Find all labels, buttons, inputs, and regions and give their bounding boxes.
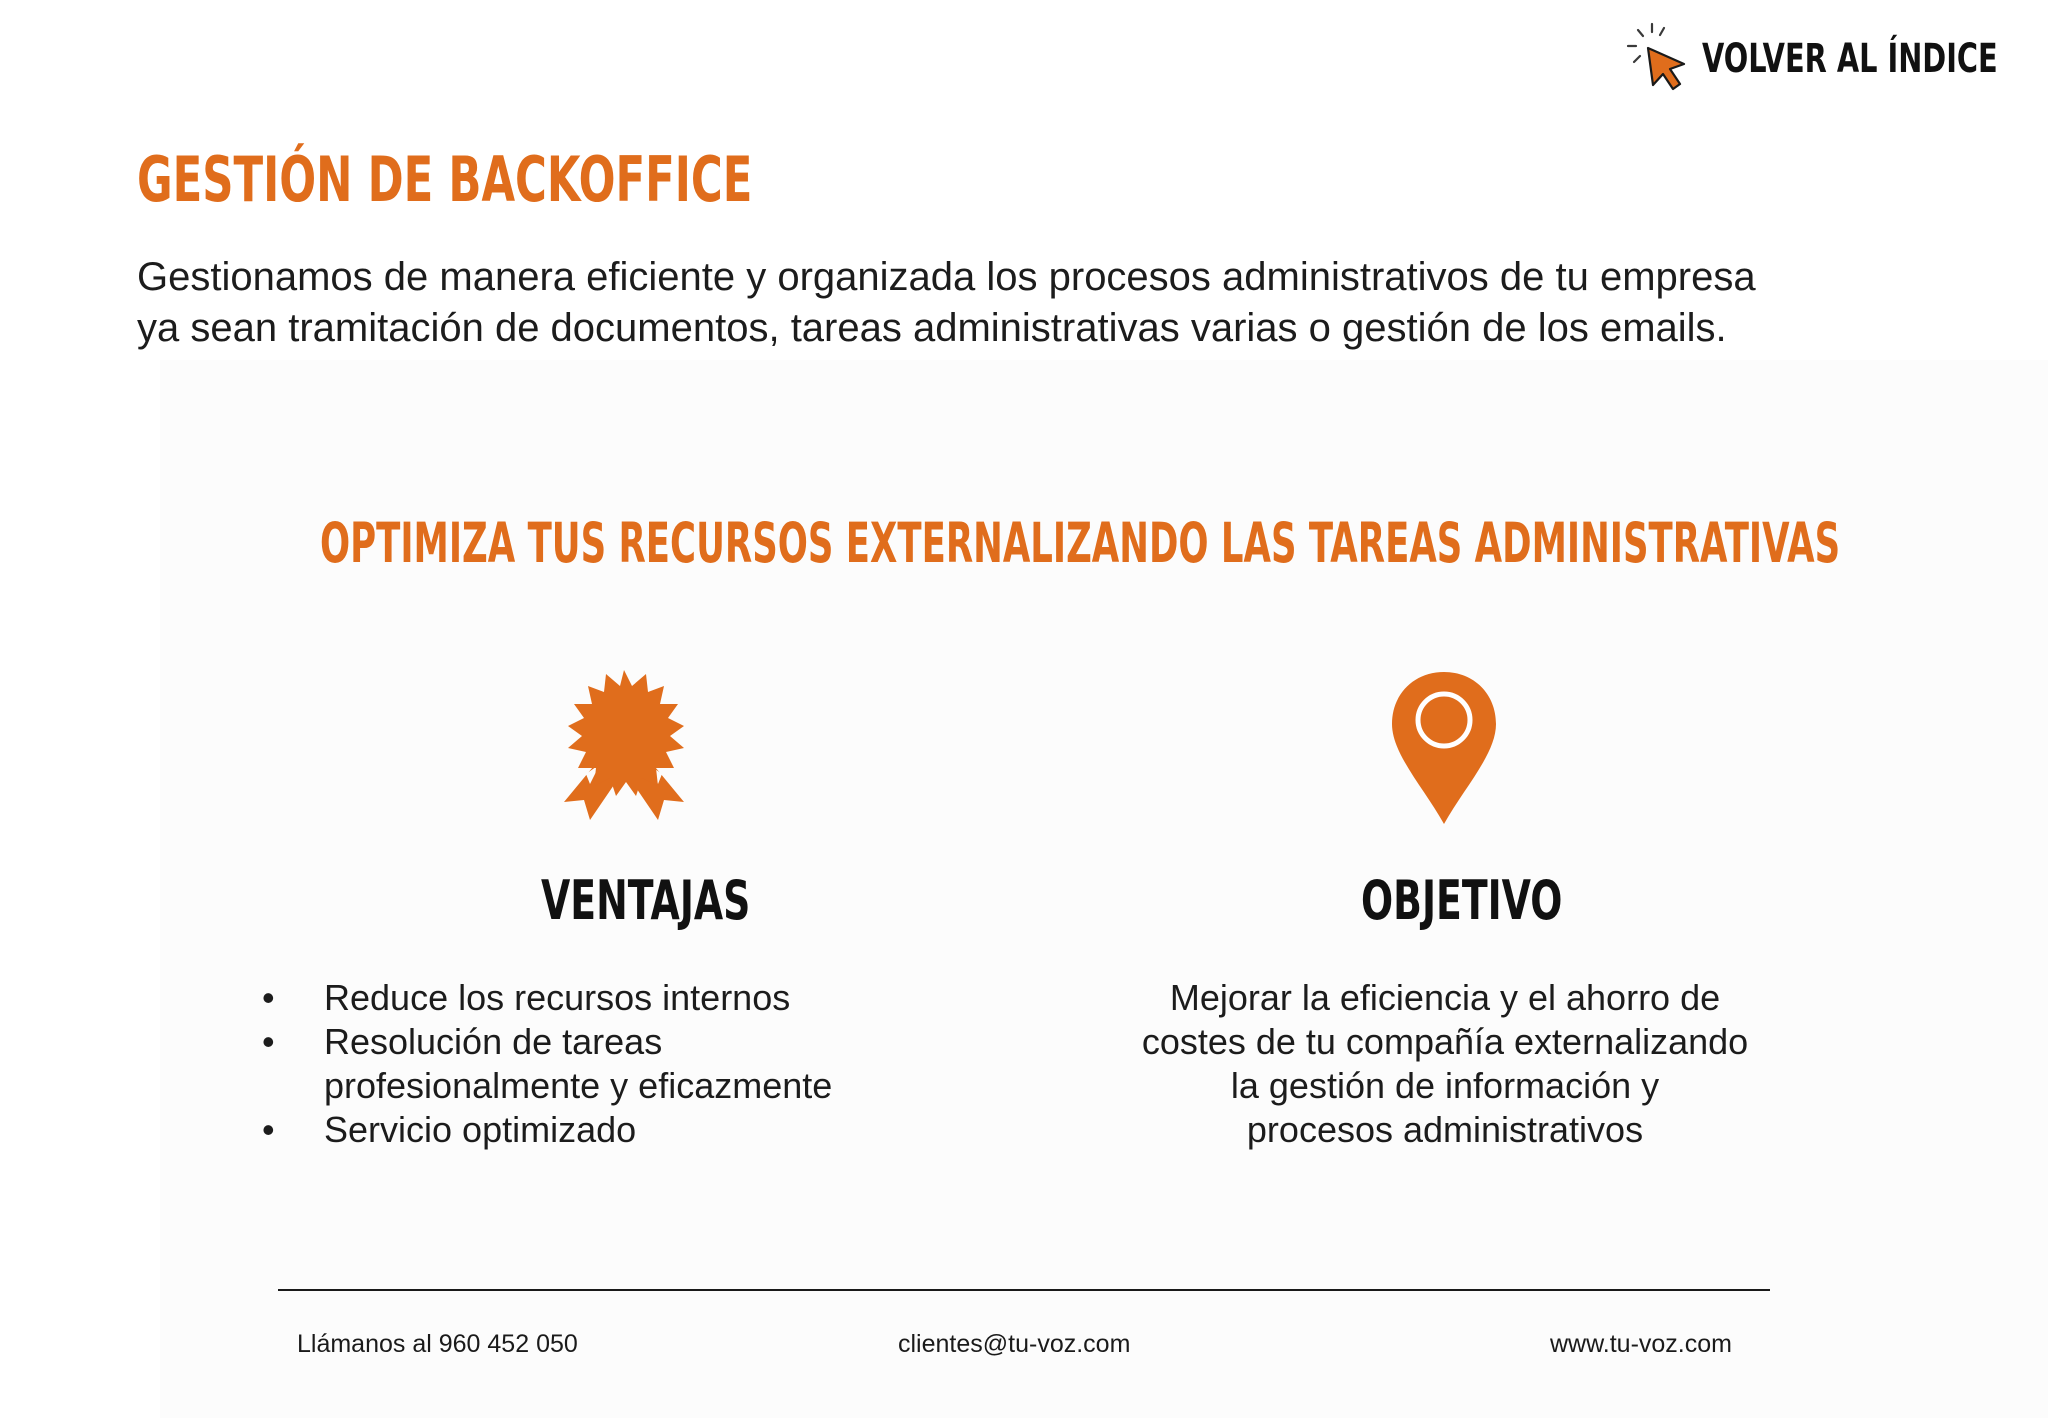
- footer-phone: Llámanos al 960 452 050: [297, 1330, 578, 1358]
- bullet: •: [262, 1021, 275, 1062]
- footer-divider: [278, 1289, 1770, 1291]
- ventajas-list: [262, 976, 832, 1152]
- ventajas-title: VENTAJAS: [541, 869, 751, 932]
- footer-website: www.tu-voz.com: [1550, 1330, 1732, 1358]
- objetivo-title: OBJETIVO: [1361, 869, 1563, 932]
- objetivo-line: la gestión de información y: [1230, 1065, 1660, 1106]
- objetivo-line: costes de tu compañía externalizando: [1141, 1021, 1749, 1062]
- back-to-index-link[interactable]: [1622, 18, 2048, 100]
- bullet: •: [262, 1109, 275, 1150]
- page-title: GESTIÓN DE BACKOFFICE: [137, 143, 753, 216]
- list-item-text: Reduce los recursos internos: [324, 977, 791, 1018]
- award-badge-icon: [540, 664, 708, 826]
- list-item: [262, 1108, 832, 1152]
- map-pin-icon: [1388, 668, 1500, 828]
- objetivo-line: procesos administrativos: [1246, 1109, 1644, 1150]
- list-item: [262, 1020, 832, 1108]
- intro-paragraph: [137, 252, 1967, 354]
- list-item-text: profesionalmente y eficazmente: [324, 1065, 833, 1106]
- bullet: •: [262, 977, 275, 1018]
- back-to-index-label: VOLVER AL ÍNDICE: [1702, 36, 1998, 82]
- list-item-text: Resolución de tareas: [324, 1021, 663, 1062]
- list-item-text: Servicio optimizado: [324, 1109, 637, 1150]
- intro-line: ya sean tramitación de documentos, tareas administrativas varias o gestión de los emails.: [137, 306, 1727, 350]
- footer-email: clientes@tu-voz.com: [898, 1330, 1131, 1358]
- section-subtitle: OPTIMIZA TUS RECURSOS EXTERNALIZANDO LAS TAREAS ADMINISTRATIVAS: [320, 511, 1841, 575]
- intro-line: Gestionamos de manera eficiente y organizada los procesos administrativos de tu empresa: [137, 255, 1756, 299]
- cursor-click-icon: [1622, 18, 1694, 100]
- objetivo-description: [1080, 976, 1810, 1152]
- list-item: [262, 976, 832, 1020]
- objetivo-line: Mejorar la eficiencia y el ahorro de: [1169, 977, 1721, 1018]
